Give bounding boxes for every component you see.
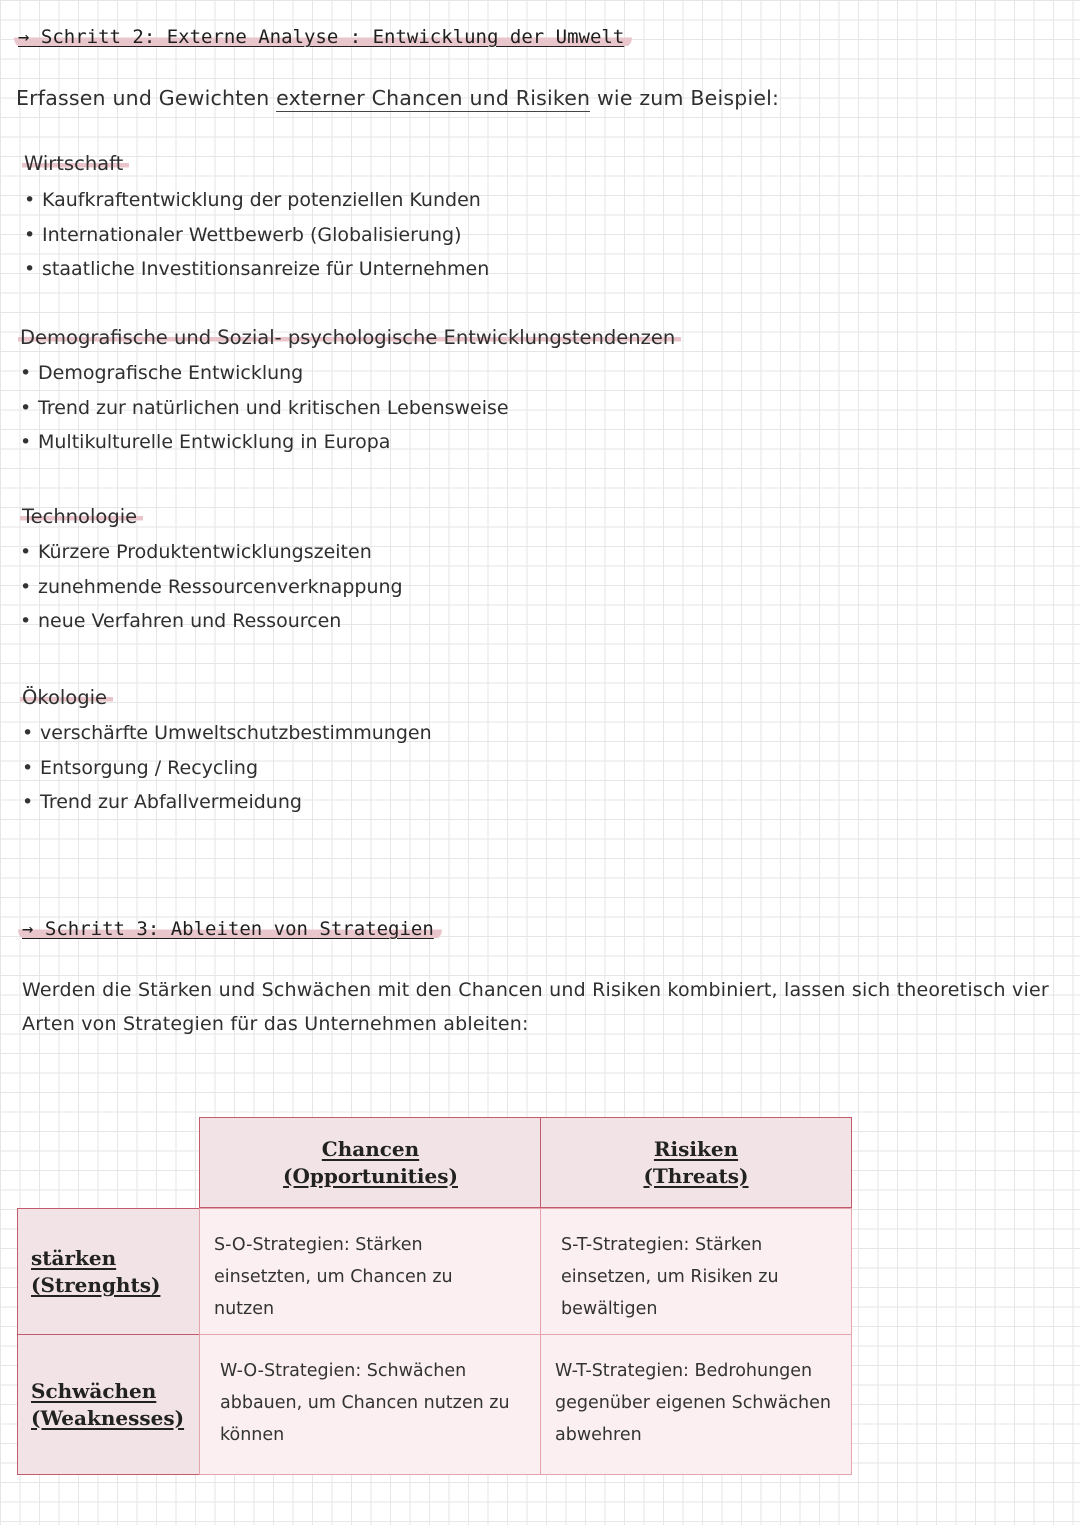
list-item: • verschärfte Umweltschutzbestimmungen (22, 716, 432, 751)
intro-underlined: externer Chancen und Risiken (276, 86, 591, 110)
header-strengths-line1: stärken (31, 1246, 117, 1270)
header-weaknesses-line2: (Weaknesses) (31, 1405, 185, 1430)
category-list-oekologie (22, 716, 432, 820)
category-list-wirtschaft (24, 183, 489, 287)
header-threats (540, 1117, 852, 1208)
bullet-icon: • (20, 396, 32, 419)
cell-wt-text: W-T-Strategien: Bedrohungen gegenüber eigenen Schwächen abwehren (555, 1361, 832, 1445)
section3-heading: → Schritt 3: Ableiten von Strategien (18, 918, 442, 940)
list-item: • Trend zur Abfallvermeidung (22, 785, 432, 820)
category-title-wirtschaft: Wirtschaft (22, 152, 129, 175)
header-opportunities-line1: Chancen (321, 1136, 420, 1161)
bullet-icon: • (24, 258, 36, 280)
header-opportunities-line2: (Opportunities) (283, 1163, 458, 1188)
header-threats-line1: Risiken (653, 1136, 739, 1161)
category-title-demografie: Demografische und Sozial- psychologische Entwicklungstendenzen (18, 326, 681, 349)
list-item: • Trend zur natürlichen und kritischen Lebensweise (20, 391, 509, 426)
cell-st-strategies (540, 1208, 852, 1336)
header-weaknesses-label (31, 1378, 184, 1432)
intro-prefix: Erfassen und Gewichten (16, 86, 277, 110)
cell-so-strategies (199, 1208, 542, 1336)
category-title-oekologie: Ökologie (20, 686, 113, 709)
header-weaknesses (17, 1334, 200, 1475)
cell-wo-text: W-O-Strategien: Schwächen abbauen, um Chancen nutzen zu können (220, 1361, 510, 1445)
bullet-icon: • (24, 223, 36, 246)
header-opportunities (199, 1117, 542, 1208)
bullet-icon: • (22, 756, 34, 779)
section3-intro-line2: Arten von Strategien für das Unternehmen ableiten: (22, 1013, 529, 1035)
bullet-icon: • (20, 610, 32, 632)
bullet-icon: • (20, 541, 32, 563)
bullet-icon: • (20, 575, 32, 598)
list-item: • neue Verfahren und Ressourcen (20, 604, 403, 639)
header-opportunities-label (283, 1136, 458, 1190)
list-item: • Multikulturelle Entwicklung in Europa (20, 425, 509, 460)
header-strengths-label (31, 1245, 160, 1299)
header-weaknesses-line1: Schwächen (31, 1378, 157, 1403)
list-item: • staatliche Investitionsanreize für Unternehmen (24, 252, 489, 287)
bullet-icon: • (20, 431, 32, 453)
cell-st-text: S-T-Strategien: Stärken einsetzen, um Risiken zu bewältigen (561, 1235, 779, 1319)
header-threats-line2: (Threats) (643, 1163, 749, 1188)
cell-wt-strategies (540, 1334, 852, 1475)
list-item: • Entsorgung / Recycling (22, 751, 432, 786)
cell-wo-strategies (199, 1334, 542, 1475)
category-list-technologie (20, 535, 403, 639)
intro-suffix: wie zum Beispiel: (590, 86, 780, 110)
header-threats-label (643, 1136, 748, 1190)
list-item: • Demografische Entwicklung (20, 356, 509, 391)
list-item: • Internationaler Wettbewerb (Globalisierung) (24, 218, 489, 253)
section2-intro (16, 86, 779, 110)
list-item: • Kaufkraftentwicklung der potenziellen Kunden (24, 183, 489, 218)
bullet-icon: • (20, 362, 32, 384)
section2-heading: → Schritt 2: Externe Analyse : Entwicklung der Umwelt (14, 26, 632, 48)
header-strengths (17, 1208, 200, 1336)
cell-so-text: S-O-Strategien: Stärken einsetzten, um Chancen zu nutzen (214, 1235, 453, 1319)
bullet-icon: • (24, 189, 36, 211)
list-item: • Kürzere Produktentwicklungszeiten (20, 535, 403, 570)
bullet-icon: • (22, 791, 34, 813)
bullet-icon: • (22, 722, 34, 744)
category-list-demografie (20, 356, 509, 460)
section3-intro-line1: Werden die Stärken und Schwächen mit den Chancen und Risiken kombiniert, lassen sich theoretisch vier (22, 979, 1049, 1001)
list-item: • zunehmende Ressourcenverknappung (20, 570, 403, 605)
header-strengths-line2: (Strenghts) (31, 1273, 161, 1297)
category-title-technologie: Technologie (20, 505, 143, 528)
